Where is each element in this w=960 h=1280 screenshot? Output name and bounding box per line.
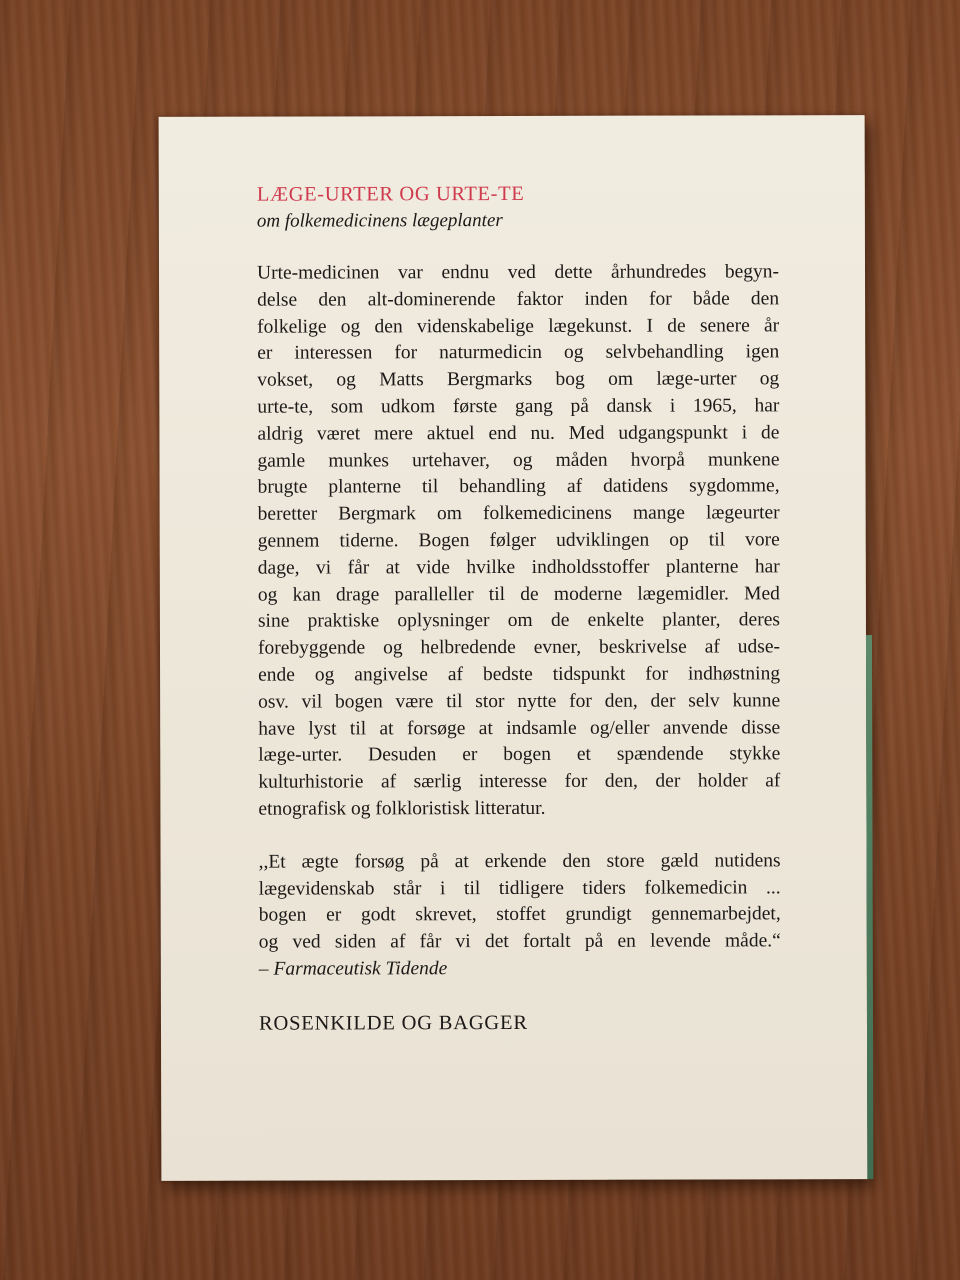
quote-attribution: – Farmaceutisk Tidende	[258, 958, 448, 980]
blurb-line: gamle munkes urtehaver, og måden hvorpå munkene	[257, 448, 780, 472]
book-back-cover	[159, 115, 868, 1181]
quote-line: bogen er godt skrevet, stoffet grundigt gennemarbejdet,	[258, 903, 781, 926]
blurb-line: dage, vi får at vide hvilke indholdsstoffer planterne har	[257, 556, 780, 579]
blurb-line: beretter Bergmark om folkemedicinens mange lægeurter	[257, 502, 780, 525]
blurb-line: læge-urter. Desuden er bogen et spændende stykke	[258, 743, 781, 767]
blurb-line: delse den alt-dominerende faktor inden for både den	[257, 288, 780, 311]
blurb-line: folkelige og den videnskabelige lægekunst. I de senere år	[257, 314, 780, 338]
blurb-line: Urte-medicinen var endnu ved dette århundredes begyn-	[256, 261, 780, 284]
blurb-line: have lyst til at forsøge at indsamle og/eller anvende disse	[258, 716, 781, 740]
quote-line: ,,Et ægte forsøg på at erkende den store gæld nutidens	[258, 850, 781, 873]
blurb-line: urte-te, som udkom første gang på dansk i 1965, har	[257, 395, 780, 418]
book-subtitle: om folkemedicinens lægeplanter	[256, 210, 503, 232]
quote-line: og ved siden af får vi det fortalt på en levende måde.“	[258, 930, 781, 953]
blurb-line: vokset, og Matts Bergmarks bog om læge-urter og	[257, 368, 780, 391]
blurb-line: aldrig været mere aktuel end nu. Med udgangspunkt i de	[257, 422, 780, 445]
blurb-line: brugte planterne til behandling af datidens sygdomme,	[257, 475, 780, 499]
blurb-line: er interessen for naturmedicin og selvbehandling igen	[257, 341, 780, 365]
blurb-line: gennem tiderne. Bogen følger udviklingen op til vore	[257, 529, 780, 552]
blurb-line: osv. vil bogen være til stor nytte for den, der selv kunne	[258, 690, 781, 713]
book-title: LÆGE-URTER OG URTE-TE	[256, 182, 525, 206]
blurb-line: etnografisk og folkloristisk litteratur.	[258, 797, 546, 820]
blurb-line: ende og angivelse af bedste tidspunkt for indhøstning	[258, 663, 781, 686]
blurb-line: kulturhistorie af særlig interesse for den, der holder af	[258, 770, 781, 793]
blurb-line: sine praktiske oplysninger om de enkelte planter, deres	[257, 609, 780, 633]
blurb-line: og kan drage paralleller til de moderne lægemidler. Med	[257, 582, 780, 606]
review-quote	[259, 848, 781, 983]
cover-text-block	[257, 179, 781, 1037]
blurb-paragraph	[257, 259, 780, 823]
blurb-line: forebyggende og helbredende evner, beskrivelse af udse-	[257, 636, 781, 659]
quote-line: lægevidenskab står i til tidligere tiders folkemedicin ...	[258, 876, 781, 900]
publisher-name: ROSENKILDE OG BAGGER	[258, 1011, 528, 1035]
